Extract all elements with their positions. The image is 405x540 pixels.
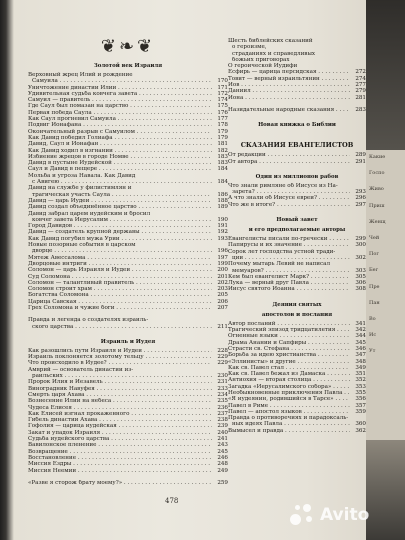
toc-entry-title: Миссия Неемии . . . bbox=[28, 468, 212, 474]
toc-entry-title: Павел в Риме . . . bbox=[228, 403, 350, 409]
toc-entry-title: Как св. Павел бежал из Дамаска . . . bbox=[228, 371, 350, 377]
toc-entry-page: 201 bbox=[217, 273, 228, 280]
toc-entry bbox=[228, 428, 366, 434]
toc-entry-title: Шесть библейских сказаний bbox=[228, 38, 313, 44]
toc-entry-title: Евангелисты писали по-гречески . . . bbox=[228, 236, 350, 242]
toc-entry-title: мемуаров? . . . bbox=[228, 268, 350, 274]
toc-entry-title: От автора . . . bbox=[228, 159, 350, 165]
toc-entry-page: 199 bbox=[217, 260, 228, 267]
toc-entry-title: А что знали об Иисусе евреи? . . . bbox=[228, 195, 350, 201]
toc-entry-page: 207 bbox=[217, 304, 228, 311]
toc-entry-title: Смерть царя Ахава . . . bbox=[28, 392, 212, 398]
toc-entry-page: 348 bbox=[355, 358, 366, 365]
toc-entry-page: 362 bbox=[355, 427, 366, 434]
toc-entry-title: Почему мытарь Левий не написал bbox=[228, 261, 331, 268]
toc-entry-title: Как разошлись пути Израиля и Иудеи . . . bbox=[28, 348, 212, 354]
toc-entry-title: Избиение жрецов в городе Номве . . . bbox=[28, 154, 212, 160]
toc-entry-page: 203 bbox=[217, 286, 228, 293]
toc-entry-title: Давид в пустыне Иудейской . . . bbox=[28, 160, 212, 166]
toc-entry-page: 200 bbox=[217, 267, 228, 274]
toc-entry-title: Где Саул был помазан на царство . . . bbox=[28, 103, 212, 109]
toc-right-column bbox=[228, 38, 366, 434]
toc-entry-page: 249 bbox=[217, 467, 228, 474]
toc-entry-title: Давид — создатель крупной державы . . . bbox=[28, 229, 212, 235]
toc-entry-page: 239 bbox=[217, 423, 228, 430]
toc-entry-page: 341 bbox=[355, 320, 366, 327]
toc-entry-title: Гофолия — царица иудейская . . . bbox=[28, 423, 212, 429]
toc-entry-page: 184 bbox=[217, 166, 228, 173]
toc-entry-title: Как Давид погубил мужа Урии . . . bbox=[28, 236, 212, 242]
edge-text-fragment: Ут bbox=[369, 348, 376, 355]
toc-entry-page: 281 bbox=[355, 94, 366, 101]
edge-text-fragment: Живо bbox=[369, 186, 384, 193]
spacer bbox=[228, 131, 366, 137]
toc-entry-title: Сорок лет господства устной тради- bbox=[228, 248, 336, 255]
edge-text-fragment: Чей bbox=[369, 235, 380, 242]
toc-entry-page: 172 bbox=[217, 90, 228, 97]
toc-entry-page: 241 bbox=[217, 436, 228, 443]
toc-entry bbox=[28, 480, 228, 486]
toc-entry-page: 186 bbox=[217, 191, 228, 198]
toc-entry-title: ных идеях Павла . . . bbox=[228, 421, 350, 427]
toc-entry-page: 347 bbox=[355, 352, 366, 359]
toc-entry-title: ковчег завета Иерусалим . . . bbox=[28, 217, 212, 223]
toc-left-column bbox=[28, 38, 228, 486]
toc-entry-page: 351 bbox=[355, 371, 366, 378]
toc-entry-title: Верховный жрец Илий и рождение bbox=[28, 72, 133, 78]
toc-entry-title: Мольба и угроза Навала. Как Давид bbox=[28, 172, 136, 179]
toc-entry-page: 181 bbox=[217, 141, 228, 148]
toc-entry-page: 183 bbox=[217, 153, 228, 160]
toc-entry-title: Саул и Давид в пещере . . . bbox=[28, 166, 212, 172]
toc-entry-title: Давид на службе у филистимлян и bbox=[28, 185, 132, 192]
toc-entry-title: Загадка «Иерусалимского собора» . . . bbox=[228, 384, 350, 390]
toc-entry-page: 184 bbox=[217, 179, 228, 186]
edge-text-fragment: Ис bbox=[369, 332, 377, 339]
toc-entry-title: Правда о противоречиях и парадоксаль- bbox=[228, 415, 349, 422]
toc-entry-title: Страсти св. Стефана . . . bbox=[228, 346, 350, 352]
toc-entry-title: Пророк Илия и Иезавель . . . bbox=[28, 379, 212, 385]
toc-entry-title: Что же в итоге? . . . bbox=[228, 202, 350, 208]
toc-entry bbox=[228, 202, 366, 208]
toc-entry-title: Вавилонское пленение . . . bbox=[28, 442, 212, 448]
toc-entry-title: страданиях и справедливых bbox=[232, 50, 316, 57]
toc-entry-page: 236 bbox=[217, 404, 228, 411]
toc-entry-title: Борьба за идею христианства . . . bbox=[228, 352, 350, 358]
toc-entry-page: 179 bbox=[217, 128, 228, 135]
toc-entry-title: Возвращение . . . bbox=[28, 449, 212, 455]
toc-entry-page: 245 bbox=[217, 448, 228, 455]
edge-text-fragment: Пан bbox=[369, 299, 380, 306]
section-heading: апостолов и послания bbox=[261, 311, 333, 318]
toc-entry-page: 274 bbox=[355, 75, 366, 82]
edge-text-fragment: Приш bbox=[369, 202, 385, 209]
next-page-edge bbox=[366, 150, 405, 440]
toc-entry-title: Что знали римляне об Иисусе из На- bbox=[228, 182, 338, 189]
toc-entry-page: 356 bbox=[355, 396, 366, 403]
toc-entry-title: Окончательный разрыв с Самуилом . . . bbox=[28, 129, 212, 135]
toc-entry-page: 235 bbox=[217, 398, 228, 405]
toc-entry-page: 233 bbox=[217, 385, 228, 392]
toc-entry-title: божьих приговорах bbox=[232, 56, 290, 63]
toc-entry-page: 248 bbox=[217, 461, 228, 468]
toc-entry-page: 211 bbox=[217, 323, 228, 330]
toc-entry-page: 197 bbox=[217, 254, 228, 261]
section-heading: Один из миллионов рабов bbox=[255, 173, 339, 180]
toc-entry-page: 237 bbox=[217, 410, 228, 417]
toc-entry-page: 189 bbox=[217, 204, 228, 211]
toc-entry-title: Чудеса Елисея . . . bbox=[28, 405, 212, 411]
toc-entry-title: трагическая участь Саула . . . bbox=[28, 192, 212, 198]
toc-entry-title: Как Давид ходил в изгнании . . . bbox=[28, 148, 212, 154]
toc-entry-title: О героической Иудифи bbox=[228, 63, 298, 70]
ornament-icon: ❦❧❦ bbox=[100, 36, 156, 57]
page-number: 478 bbox=[165, 497, 179, 505]
edge-text-fragment: Пог bbox=[369, 251, 379, 258]
toc-entry-page: 230 bbox=[217, 373, 228, 380]
toc-entry-page: 349 bbox=[355, 364, 366, 371]
toc-entry-title: Как Елисей изгнал прокаженного . . . bbox=[28, 411, 212, 417]
toc-entry-title: Царица Савская . . . bbox=[28, 299, 212, 305]
toc-entry-page: 272 bbox=[355, 69, 366, 76]
section-heading: Новый завет bbox=[276, 217, 318, 224]
toc-entry-page: 191 bbox=[217, 223, 228, 230]
toc-entry-page: 175 bbox=[217, 103, 228, 110]
toc-entry-page: 303 bbox=[355, 267, 366, 274]
toc-entry-title: Соломон — царь Израиля и Иудеи . . . bbox=[28, 267, 212, 273]
toc-entry-page: 344 bbox=[355, 333, 366, 340]
section-heading: и его предполагаемые авторы bbox=[248, 227, 346, 234]
toc-entry-title: Автор посланий . . . bbox=[228, 321, 350, 327]
section-heading: Золотой век Израиля bbox=[93, 63, 163, 69]
toc-entry-title: Давид забрал царем иудейским и бросил bbox=[28, 210, 151, 217]
toc-entry-title: Иона . . . bbox=[228, 95, 350, 101]
edge-text-fragment: Женщ bbox=[369, 218, 386, 225]
section-heading: Деяния святых bbox=[272, 301, 322, 308]
toc-entry-title: ского царства . . . bbox=[28, 324, 212, 330]
toc-entry-title: Даниил . . . bbox=[228, 88, 350, 94]
toc-entry-page: 355 bbox=[355, 389, 366, 396]
toc-entry-title: Виноградник Навуфея . . . bbox=[28, 386, 212, 392]
edge-text-fragment: Бег bbox=[369, 267, 379, 274]
toc-entry-title: Подвиг Ионафана . . . bbox=[28, 122, 212, 128]
toc-entry-title: Закат и упадок Израиля . . . bbox=[28, 430, 212, 436]
toc-entry-page: 305 bbox=[355, 273, 366, 280]
toc-entry-title: Грех Соломона и чужие боги . . . bbox=[28, 305, 212, 311]
toc-entry-page: 259 bbox=[217, 479, 228, 486]
toc-entry-page: 188 bbox=[217, 197, 228, 204]
toc-entry-title: Давид создал объединённое царство . . . bbox=[28, 204, 212, 210]
toc-entry-page: 202 bbox=[217, 279, 228, 286]
toc-entry-page: 229 bbox=[217, 354, 228, 361]
toc-entry-title: «Эллинисты» и другие . . . bbox=[228, 359, 350, 365]
toc-entry bbox=[228, 95, 366, 101]
toc-entry-title: Вымысел и правда . . . bbox=[228, 428, 350, 434]
spacer bbox=[28, 330, 228, 336]
toc-entry-page: 174 bbox=[217, 97, 228, 104]
toc-entry-title: Город Давидов . . . bbox=[28, 223, 212, 229]
toc-entry-title: Соломон строит храм . . . bbox=[28, 286, 212, 292]
toc-entry-title: Товит — верный израильтянин . . . bbox=[228, 76, 350, 82]
spacer bbox=[228, 113, 366, 119]
toc-entry-page: 308 bbox=[355, 286, 366, 293]
toc-entry-page: 238 bbox=[217, 417, 228, 424]
toc-entry-title: Суд Соломона . . . bbox=[28, 274, 212, 280]
toc-entry-title: Удивительная судьба ковчега завета . . . bbox=[28, 91, 212, 97]
toc-entry-title: Павел — апостол языков . . . bbox=[228, 409, 350, 415]
toc-entry-page: 231 bbox=[217, 379, 228, 386]
section-heading: Новая книжка о Библии bbox=[258, 122, 336, 129]
toc-entry-title: дворце . . . bbox=[28, 248, 212, 254]
toc-entry-page: 289 bbox=[355, 152, 366, 159]
toc-entry-title: Амврий — основатель династии из- bbox=[28, 366, 134, 373]
toc-entry-title: зарета? . . . bbox=[228, 189, 350, 195]
toc-entry-title: о героизме, bbox=[232, 44, 267, 51]
toc-entry-title: Как Давид победил Голиафа . . . bbox=[28, 135, 212, 141]
toc-entry-page: 283 bbox=[355, 106, 366, 113]
toc-entry-page: 299 bbox=[355, 236, 366, 243]
toc-entry-title: Гибель династии Ахава . . . bbox=[28, 417, 212, 423]
toc-entry-title: Необыкновенные приключения Павла . . . bbox=[228, 390, 350, 396]
toc-entry-title: Восстановление . . . bbox=[28, 455, 212, 461]
section-heading: Израиль и Иудея bbox=[100, 338, 156, 345]
toc-entry bbox=[228, 286, 366, 292]
toc-entry-title: «Я иудеянин, родившийся в Тарсе» . . . bbox=[228, 396, 350, 402]
toc-entry-page: 234 bbox=[217, 391, 228, 398]
toc-entry-page: 196 bbox=[217, 248, 228, 255]
toc-entry-title: Самуила . . . bbox=[28, 78, 212, 84]
toc-entry-page: 228 bbox=[217, 347, 228, 354]
toc-entry-title: Огненные языки . . . bbox=[228, 333, 350, 339]
toc-entry-title: Израиль поклоняется золотому тельцу . . . bbox=[28, 354, 212, 360]
toc-entry-page: 246 bbox=[217, 454, 228, 461]
toc-entry-page: 205 bbox=[217, 292, 228, 299]
watermark-logo-icon: Avito bbox=[290, 500, 395, 530]
toc-entry-page: 178 bbox=[217, 122, 228, 129]
toc-entry-title: Правда и легенда о создателях израиль- bbox=[28, 317, 149, 324]
toc-entry-page: 192 bbox=[217, 229, 228, 236]
toc-entry-page: 182 bbox=[217, 147, 228, 154]
toc-entry-page: 179 bbox=[217, 134, 228, 141]
edge-text-fragment: Во bbox=[369, 316, 376, 323]
toc-entry-page: 277 bbox=[355, 82, 366, 89]
toc-entry-title: Иов . . . bbox=[228, 82, 350, 88]
toc-entry-title: с Авигею . . . bbox=[28, 179, 212, 185]
toc-entry-title: Давид — царь Иудеи . . . bbox=[28, 198, 212, 204]
toc-entry-title: «Разве я сторож брату моему?» . . . bbox=[28, 480, 212, 486]
toc-entry-page: 190 bbox=[217, 216, 228, 223]
toc-entry-title: Соломон — талантливый правитель . . . bbox=[28, 280, 212, 286]
toc-entry-title: Новые позорные события в царском bbox=[28, 242, 136, 249]
toc-entry-title: Миссия Ездры . . . bbox=[28, 461, 212, 467]
toc-entry-title: Назидательные народные сказания . . . bbox=[228, 107, 350, 113]
toc-entry-page: 176 bbox=[217, 109, 228, 116]
edge-text-fragment: Какие bbox=[369, 154, 386, 160]
toc-entry-title: Есфирь — царица персидская . . . bbox=[228, 69, 350, 75]
toc-entry-title: Богатства Соломона . . . bbox=[28, 292, 212, 298]
toc-entry bbox=[28, 468, 228, 474]
toc-entry-page: 300 bbox=[355, 242, 366, 249]
spacer bbox=[228, 208, 366, 214]
toc-entry-title: Иисус святого Иоанна . . . bbox=[228, 286, 350, 292]
toc-entry-title: Антиохия — вторая столица . . . bbox=[228, 377, 350, 383]
toc-entry-title: Дворцовые интриги . . . bbox=[28, 261, 212, 267]
spacer bbox=[228, 165, 366, 171]
toc-entry-page: 177 bbox=[217, 116, 228, 123]
toc-entry bbox=[28, 324, 228, 330]
toc-entry-title: Как Саул прогневил Самуила . . . bbox=[28, 116, 212, 122]
toc-entry bbox=[228, 159, 366, 165]
toc-entry-page: 206 bbox=[217, 298, 228, 305]
toc-entry-title: Папирусы и их значение . . . bbox=[228, 242, 350, 248]
toc-entry-page: 352 bbox=[355, 377, 366, 384]
toc-entry-title: Кем был евангелист Марк? . . . bbox=[228, 274, 350, 280]
toc-entry-title: Мятеж Авессалома . . . bbox=[28, 255, 212, 261]
toc-entry-page: 229 bbox=[217, 360, 228, 367]
toc-entry-page: 353 bbox=[355, 383, 366, 390]
toc-entry-page: 291 bbox=[355, 158, 366, 165]
toc-entry-page: 346 bbox=[355, 345, 366, 352]
toc-entry-page: 183 bbox=[217, 160, 228, 167]
toc-entry-title: Как св. Павел стал . . . bbox=[228, 365, 350, 371]
toc-entry-title: Первая победа Саула . . . bbox=[28, 110, 212, 116]
toc-entry-title: Драма Анании и Сапфиры . . . bbox=[228, 340, 350, 346]
toc-entry-page: 302 bbox=[355, 254, 366, 261]
toc-entry-title: Давид, Саул и Ионафан . . . bbox=[28, 141, 212, 147]
toc-entry-page: 171 bbox=[217, 84, 228, 91]
toc-entry-title: Что происходило в Иудее? . . . bbox=[28, 360, 212, 366]
toc-entry-title: Самуил — правитель . . . bbox=[28, 97, 212, 103]
toc-entry-page: 357 bbox=[355, 402, 366, 409]
toc-entry-title: Лука — верный друг Павла . . . bbox=[228, 280, 350, 286]
toc-entry-page: 345 bbox=[355, 339, 366, 346]
toc-entry bbox=[228, 107, 366, 113]
section-heading: СКАЗАНИЯ ЕВАНГЕЛИСТОВ bbox=[240, 141, 354, 150]
toc-entry-title: Уничтожение династии Илии . . . bbox=[28, 85, 212, 91]
toc-entry-page: 360 bbox=[355, 421, 366, 428]
edge-text-fragment: Госпо bbox=[369, 170, 385, 177]
toc-entry-page: 279 bbox=[355, 88, 366, 95]
toc-entry-page: 293 bbox=[355, 189, 366, 196]
toc-entry-title: раильских . . . bbox=[28, 373, 212, 379]
toc-entry-title: От редакции . . . bbox=[228, 152, 350, 158]
toc-entry-title: Трагический эпизод тридцатилетия . . . bbox=[228, 327, 350, 333]
toc-entry-title: ции . . . bbox=[228, 255, 350, 261]
toc-entry-page: 297 bbox=[355, 201, 366, 208]
toc-entry bbox=[28, 305, 228, 311]
spacer bbox=[228, 293, 366, 299]
toc-entry-page: 359 bbox=[355, 408, 366, 415]
next-page-edge-top bbox=[366, 0, 405, 150]
toc-entry-page: 306 bbox=[355, 280, 366, 287]
edge-text-fragment: Пре bbox=[369, 283, 380, 290]
toc-entry-page: 342 bbox=[355, 327, 366, 334]
toc-entry-title: Вознесение Илии на небеса . . . bbox=[28, 398, 212, 404]
toc-entry-title: Судьба иудейского царства . . . bbox=[28, 436, 212, 442]
toc-entry-page: 170 bbox=[217, 78, 228, 85]
toc-entry-page: 296 bbox=[355, 195, 366, 202]
toc-entry-page: 193 bbox=[217, 235, 228, 242]
toc-entry-page: 243 bbox=[217, 442, 228, 449]
toc-entry-page: 240 bbox=[217, 429, 228, 436]
